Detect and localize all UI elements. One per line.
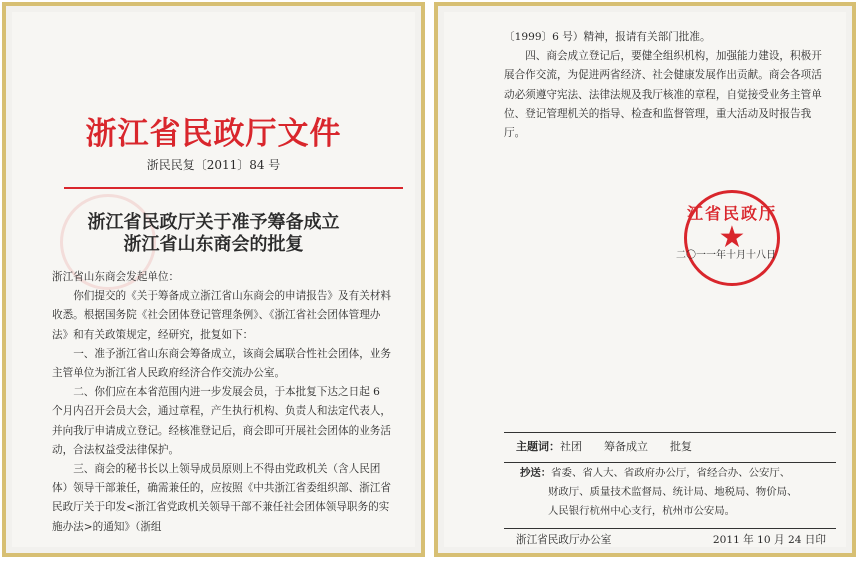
seal-text: 江省民政厅: [687, 204, 778, 223]
issuing-office: 浙江省民政厅办公室: [516, 534, 612, 546]
right-body-text: [504, 28, 824, 143]
red-divider: [64, 187, 403, 189]
paragraph-3: 三、商会的秘书长以上领导成员原则上不得由党政机关（含人民团体）领导干部兼任，确需兼任的，应按照《中共浙江省委组织部、浙江省民政厅关于印发<浙江省党政机关领导干部不兼任社会团体领导职务的实施办法>的通知》（浙组: [52, 463, 391, 533]
main-title-line1: 浙江省民政厅关于准予筹备成立: [87, 212, 340, 233]
subject-words-row: [516, 438, 692, 454]
cc-line2: 财政厅、质量技术监督局、统计局、地税局、物价局、: [548, 486, 798, 498]
salutation: 浙江省山东商会发起单位：: [52, 271, 180, 283]
paragraph-1: 一、准予浙江省山东商会筹备成立，该商会属联合性社会团体，业务主管单位为浙江省人民政府经济合作交流办公室。: [52, 347, 391, 380]
divider-cc: [504, 528, 836, 529]
right-document-page: [444, 12, 846, 547]
document-header-title: 浙江省民政厅文件: [85, 116, 342, 152]
seal-star-icon: ★: [718, 220, 746, 255]
left-page-frame: [2, 2, 425, 557]
paragraph-4: 四、商会成立登记后，要健全组织机构，加强能力建设，积极开展合作交流，为促进两省经济、社会健康发展作出贡献。商会各项活动必须遵守宪法、法律法规及我厅核准的章程，自觉接受业务主管单位、登记管理机关的指导、检查和监督管理，重大活动及时报告我厅。: [504, 50, 822, 140]
cc-label: 抄送：: [520, 467, 552, 479]
divider-subject: [504, 462, 836, 463]
divider-top: [504, 432, 836, 433]
print-footer: [516, 532, 826, 547]
print-date: 2011 年 10 月 24 日印: [712, 534, 826, 546]
signing-date: 二〇一一年十月十八日: [676, 250, 776, 261]
subject-label: 主题词：: [516, 440, 560, 453]
cc-line3: 人民银行杭州中心支行，杭州市公安局。: [548, 505, 736, 517]
document-number: 浙民民复〔2011〕84 号: [146, 158, 281, 172]
left-body-text: [52, 268, 392, 537]
left-document-page: [12, 12, 415, 547]
cc-line1: 省委、省人大、省政府办公厅，省经合办、公安厅、: [551, 467, 791, 479]
right-page-frame: [434, 2, 856, 557]
subject-words: 社团 筹备成立 批复: [560, 440, 692, 453]
main-title-line2: 浙江省山东商会的批复: [123, 234, 304, 255]
paragraph-2: 二、你们应在本省范围内进一步发展会员，于本批复下达之日起 6 个月内召开会员大会，通过章程，产生执行机构、负责人和法定代表人，并向我厅申请成立登记。经核准登记后，商会即可开展社会团体的业务活动，合法权益受法律保护。: [52, 386, 391, 456]
continuation-line: 〔1999〕6 号）精神，报请有关部门批准。: [504, 31, 711, 43]
paragraph-intro: 你们提交的《关于筹备成立浙江省山东商会的申请报告》及有关材料收悉。根据国务院《社会团体登记管理条例》、《浙江省社会团体管理办法》和有关政策规定，经研究，批复如下：: [52, 290, 391, 341]
official-seal-icon: [684, 190, 780, 286]
cc-block: [520, 464, 830, 521]
